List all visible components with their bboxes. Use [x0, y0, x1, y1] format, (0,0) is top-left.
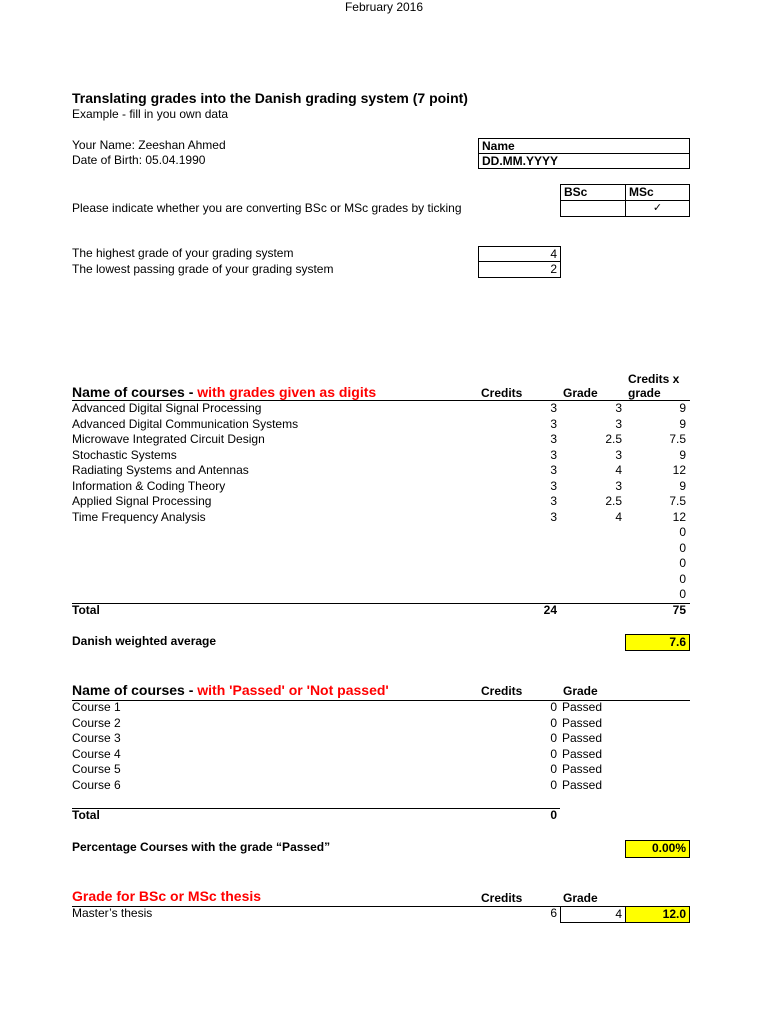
course-credits: 0: [550, 747, 557, 761]
page-title: Translating grades into the Danish grading system (7 point): [72, 90, 468, 106]
course-status: Passed: [562, 762, 603, 776]
course-status: Passed: [562, 778, 603, 792]
course-cxg: 12: [672, 510, 686, 524]
course-cxg: 9: [679, 417, 686, 431]
section1-total-rule: [72, 603, 690, 604]
course-grade: 4: [615, 510, 622, 524]
danish-average-label: Danish weighted average: [72, 634, 217, 648]
course-grade: 2.5: [605, 494, 622, 508]
bsc-tick-box[interactable]: [560, 200, 626, 217]
thesis-label: Master’s thesis: [72, 906, 153, 920]
dob-field[interactable]: DD.MM.YYYY: [478, 153, 690, 169]
lowest-grade-input[interactable]: 2: [478, 261, 561, 278]
section1-col-grade: Grade: [563, 386, 598, 400]
course-cxg: 9: [679, 479, 686, 493]
section2-col-credits: Credits: [481, 684, 523, 698]
section1-col-cxg-line1: Credits x: [628, 372, 680, 386]
your-name-label: Your Name: Zeeshan Ahmed: [72, 138, 226, 152]
section1-heading-red: with grades given as digits: [197, 384, 377, 400]
course-credits: 0: [550, 700, 557, 714]
header-date: February 2016: [344, 0, 424, 14]
course-cxg: 12: [672, 463, 686, 477]
course-name: Applied Signal Processing: [72, 494, 212, 508]
course-status: Passed: [562, 700, 603, 714]
course-cxg: 0: [679, 525, 686, 539]
section2-total-credits: 0: [550, 808, 557, 822]
section1-total-cxg: 75: [672, 603, 686, 617]
course-name: Course 5: [72, 762, 121, 776]
section2-heading-black: Name of courses -: [72, 682, 198, 698]
thesis-credits: 6: [550, 906, 557, 920]
course-grade: 3: [615, 448, 622, 462]
course-credits: 0: [550, 716, 557, 730]
msc-header: MSc: [625, 184, 690, 201]
course-cxg: 0: [679, 556, 686, 570]
section3-col-credits: Credits: [481, 891, 523, 905]
msc-tick-box[interactable]: [625, 200, 690, 217]
section1-total-credits: 24: [543, 603, 557, 617]
course-credits: 3: [550, 494, 557, 508]
passed-percentage-label: Percentage Courses with the grade “Passed”: [72, 840, 331, 854]
course-name: Course 6: [72, 778, 121, 792]
course-name: Stochastic Systems: [72, 448, 177, 462]
course-grade: 4: [615, 463, 622, 477]
section2-heading-red: with 'Passed' or 'Not passed': [197, 682, 389, 698]
course-credits: 3: [550, 448, 557, 462]
thesis-result: 12.0: [625, 906, 690, 923]
course-name: Course 2: [72, 716, 121, 730]
danish-average-value: 7.6: [625, 634, 690, 651]
course-grade: 3: [615, 401, 622, 415]
course-cxg: 9: [679, 448, 686, 462]
section1-col-cxg-line2: grade: [628, 386, 661, 400]
name-field[interactable]: Name: [478, 138, 690, 154]
course-status: Passed: [562, 731, 603, 745]
course-status: Passed: [562, 747, 603, 761]
course-name: Advanced Digital Signal Processing: [72, 401, 262, 415]
course-name: Course 1: [72, 700, 121, 714]
course-grade: 3: [615, 479, 622, 493]
course-credits: 3: [550, 510, 557, 524]
highest-grade-label: The highest grade of your grading system: [72, 246, 294, 260]
course-credits: 0: [550, 778, 557, 792]
course-cxg: 0: [679, 572, 686, 586]
course-credits: 3: [550, 432, 557, 446]
course-credits: 0: [550, 731, 557, 745]
course-grade: 3: [615, 417, 622, 431]
course-cxg: 0: [679, 587, 686, 601]
course-credits: 0: [550, 762, 557, 776]
section2-col-grade: Grade: [563, 684, 598, 698]
course-status: Passed: [562, 716, 603, 730]
course-name: Course 4: [72, 747, 121, 761]
section1-heading: [72, 384, 376, 400]
section1-heading-black: Name of courses -: [72, 384, 198, 400]
thesis-grade-input[interactable]: 4: [560, 906, 626, 923]
course-grade: 2.5: [605, 432, 622, 446]
course-name: Radiating Systems and Antennas: [72, 463, 249, 477]
course-cxg: 7.5: [669, 432, 686, 446]
dob-label: Date of Birth: 05.04.1990: [72, 153, 206, 167]
course-name: Time Frequency Analysis: [72, 510, 206, 524]
section2-total-label: Total: [72, 808, 100, 822]
course-cxg: 9: [679, 401, 686, 415]
section1-total-label: Total: [72, 603, 100, 617]
course-name: Course 3: [72, 731, 121, 745]
highest-grade-input[interactable]: 4: [478, 246, 561, 262]
course-name: Information & Coding Theory: [72, 479, 226, 493]
passed-percentage-value: 0.00%: [625, 840, 690, 858]
page-subtitle: Example - fill in you own data: [72, 107, 229, 121]
course-credits: 3: [550, 479, 557, 493]
section2-heading: [72, 682, 389, 698]
indicate-text: Please indicate whether you are converting BSc or MSc grades by ticking: [72, 201, 462, 215]
course-name: Microwave Integrated Circuit Design: [72, 432, 265, 446]
course-credits: 3: [550, 463, 557, 477]
lowest-grade-label: The lowest passing grade of your grading system: [72, 262, 334, 276]
course-cxg: 7.5: [669, 494, 686, 508]
course-credits: 3: [550, 417, 557, 431]
course-credits: 3: [550, 401, 557, 415]
section3-col-grade: Grade: [563, 891, 598, 905]
checkmark-icon: ✓: [652, 202, 663, 214]
course-name: Advanced Digital Communication Systems: [72, 417, 299, 431]
course-cxg: 0: [679, 541, 686, 555]
section3-heading: Grade for BSc or MSc thesis: [72, 888, 262, 904]
section1-col-credits: Credits: [481, 386, 523, 400]
bsc-header: BSc: [560, 184, 626, 201]
